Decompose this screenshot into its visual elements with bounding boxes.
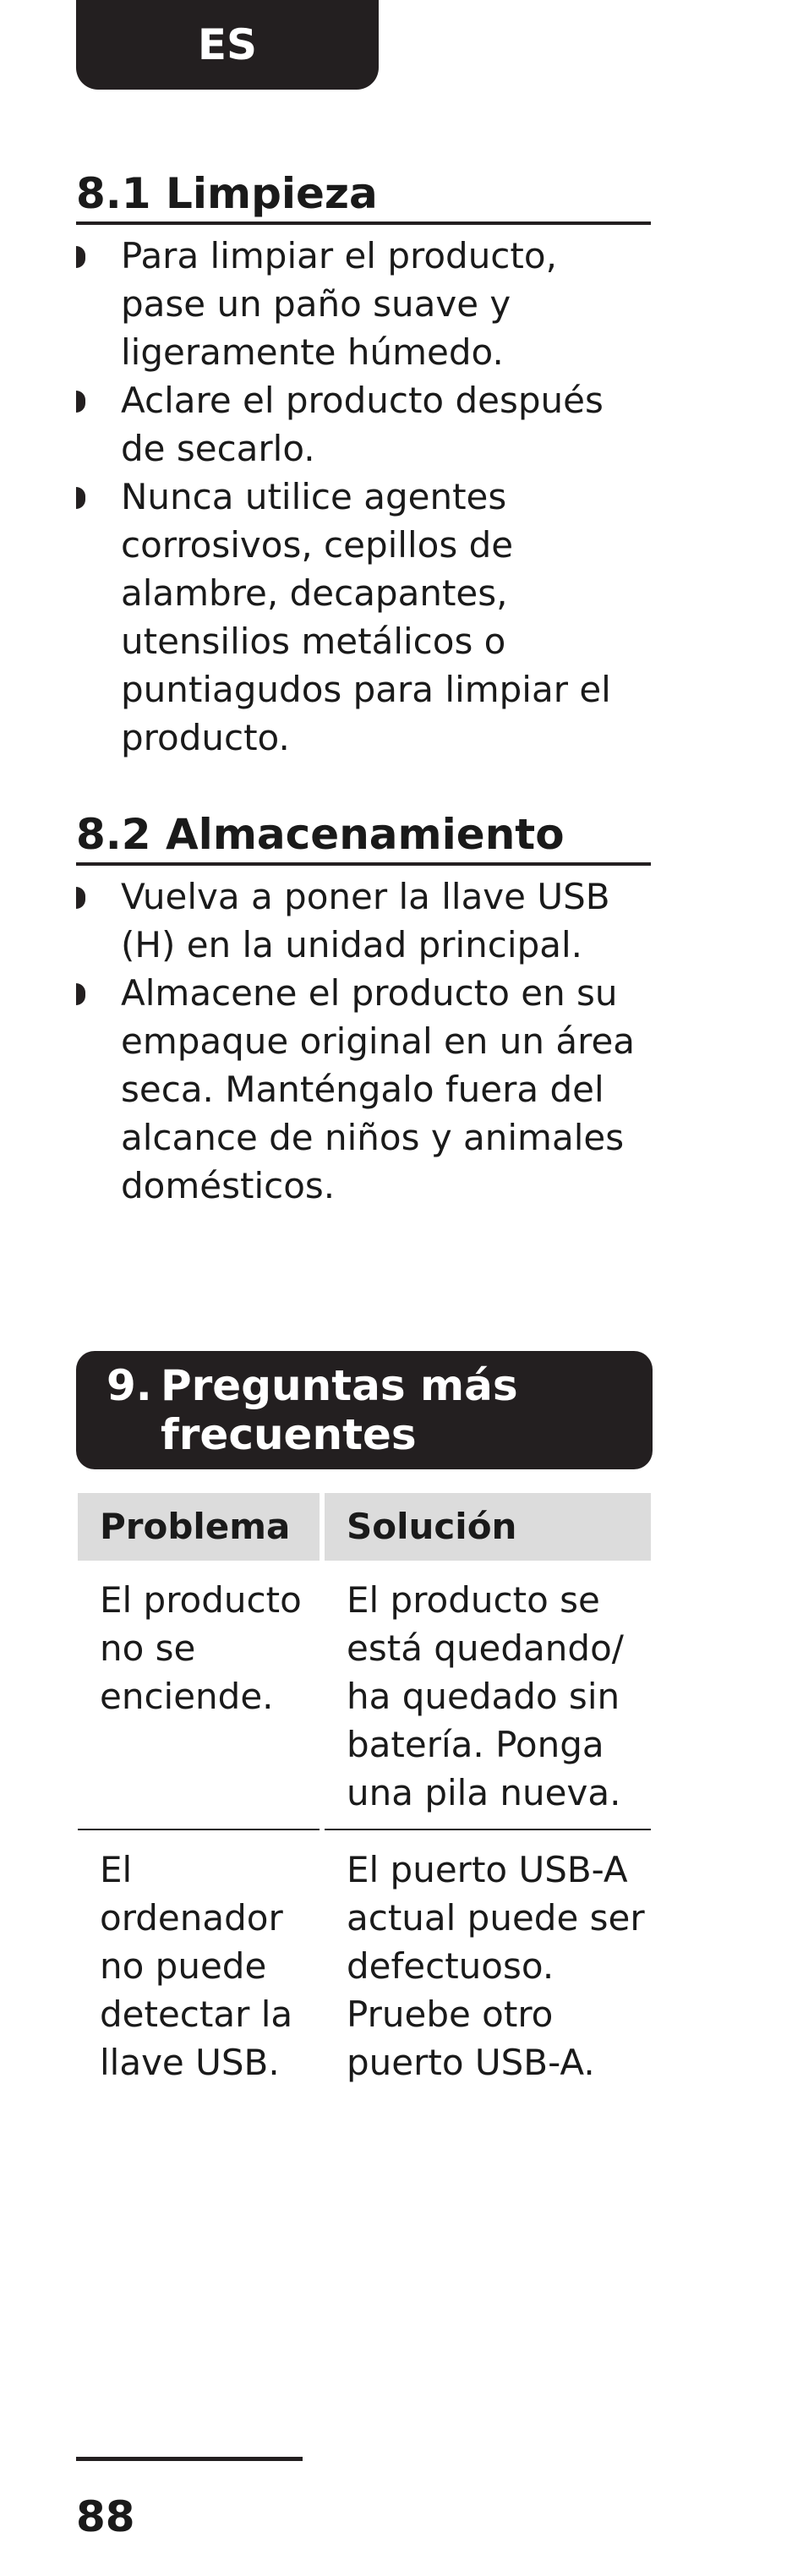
footer-divider bbox=[76, 2457, 303, 2461]
bullet-text: Vuelva a poner la llave USB (H) en la unidad principal. bbox=[121, 876, 610, 965]
table-row bbox=[78, 1829, 651, 2098]
faq-section-number: 9. bbox=[107, 1361, 152, 1410]
language-tab: ES bbox=[76, 0, 379, 90]
page-number: 88 bbox=[76, 2492, 135, 2541]
list-item bbox=[76, 872, 651, 969]
problem-cell: El producto no se enciende. bbox=[78, 1561, 322, 1829]
list-item bbox=[76, 473, 651, 762]
list-item bbox=[76, 969, 651, 1210]
storage-bullet-list bbox=[76, 872, 651, 1210]
table-header-row bbox=[78, 1493, 651, 1561]
faq-section-header bbox=[76, 1351, 653, 1469]
bullet-icon bbox=[76, 391, 85, 413]
bullet-icon bbox=[76, 983, 85, 1005]
column-header-problem: Problema bbox=[78, 1493, 322, 1561]
solution-cell: El puerto USB-A actual puede ser defectuoso. Pruebe otro puerto USB-A. bbox=[347, 1849, 645, 2083]
faq-section-title: Preguntas más frecuentes bbox=[161, 1361, 518, 1459]
bullet-icon bbox=[76, 487, 85, 509]
bullet-text: Nunca utilice agentes corrosivos, cepillos de alambre, decapantes, utensilios metálicos o puntiagudos para limpiar el producto. bbox=[121, 476, 611, 758]
list-item bbox=[76, 376, 651, 473]
cleaning-section bbox=[76, 169, 651, 762]
storage-section bbox=[76, 810, 651, 1210]
solution-cell: El producto se está quedando/ ha quedado sin batería. Ponga una pila nueva. bbox=[322, 1561, 651, 1829]
cleaning-title: 8.1 Limpieza bbox=[76, 169, 651, 225]
bullet-icon bbox=[76, 246, 85, 268]
bullet-text: Para limpiar el producto, pase un paño suave y ligeramente húmedo. bbox=[121, 235, 557, 373]
bullet-icon bbox=[76, 887, 85, 909]
problem-cell: El ordenador no puede detectar la llave USB. bbox=[78, 1829, 322, 2098]
bullet-text: Almacene el producto en su empaque original en un área seca. Manténgalo fuera del alcance de niños y animales domésticos. bbox=[121, 972, 636, 1206]
column-header-solution: Solución bbox=[322, 1493, 651, 1561]
list-item bbox=[76, 232, 651, 376]
table-row bbox=[78, 1561, 651, 1829]
faq-table bbox=[78, 1493, 651, 2098]
storage-title: 8.2 Almacenamiento bbox=[76, 810, 651, 866]
bullet-text: Aclare el producto después de secarlo. bbox=[121, 380, 604, 469]
cleaning-bullet-list bbox=[76, 232, 651, 762]
